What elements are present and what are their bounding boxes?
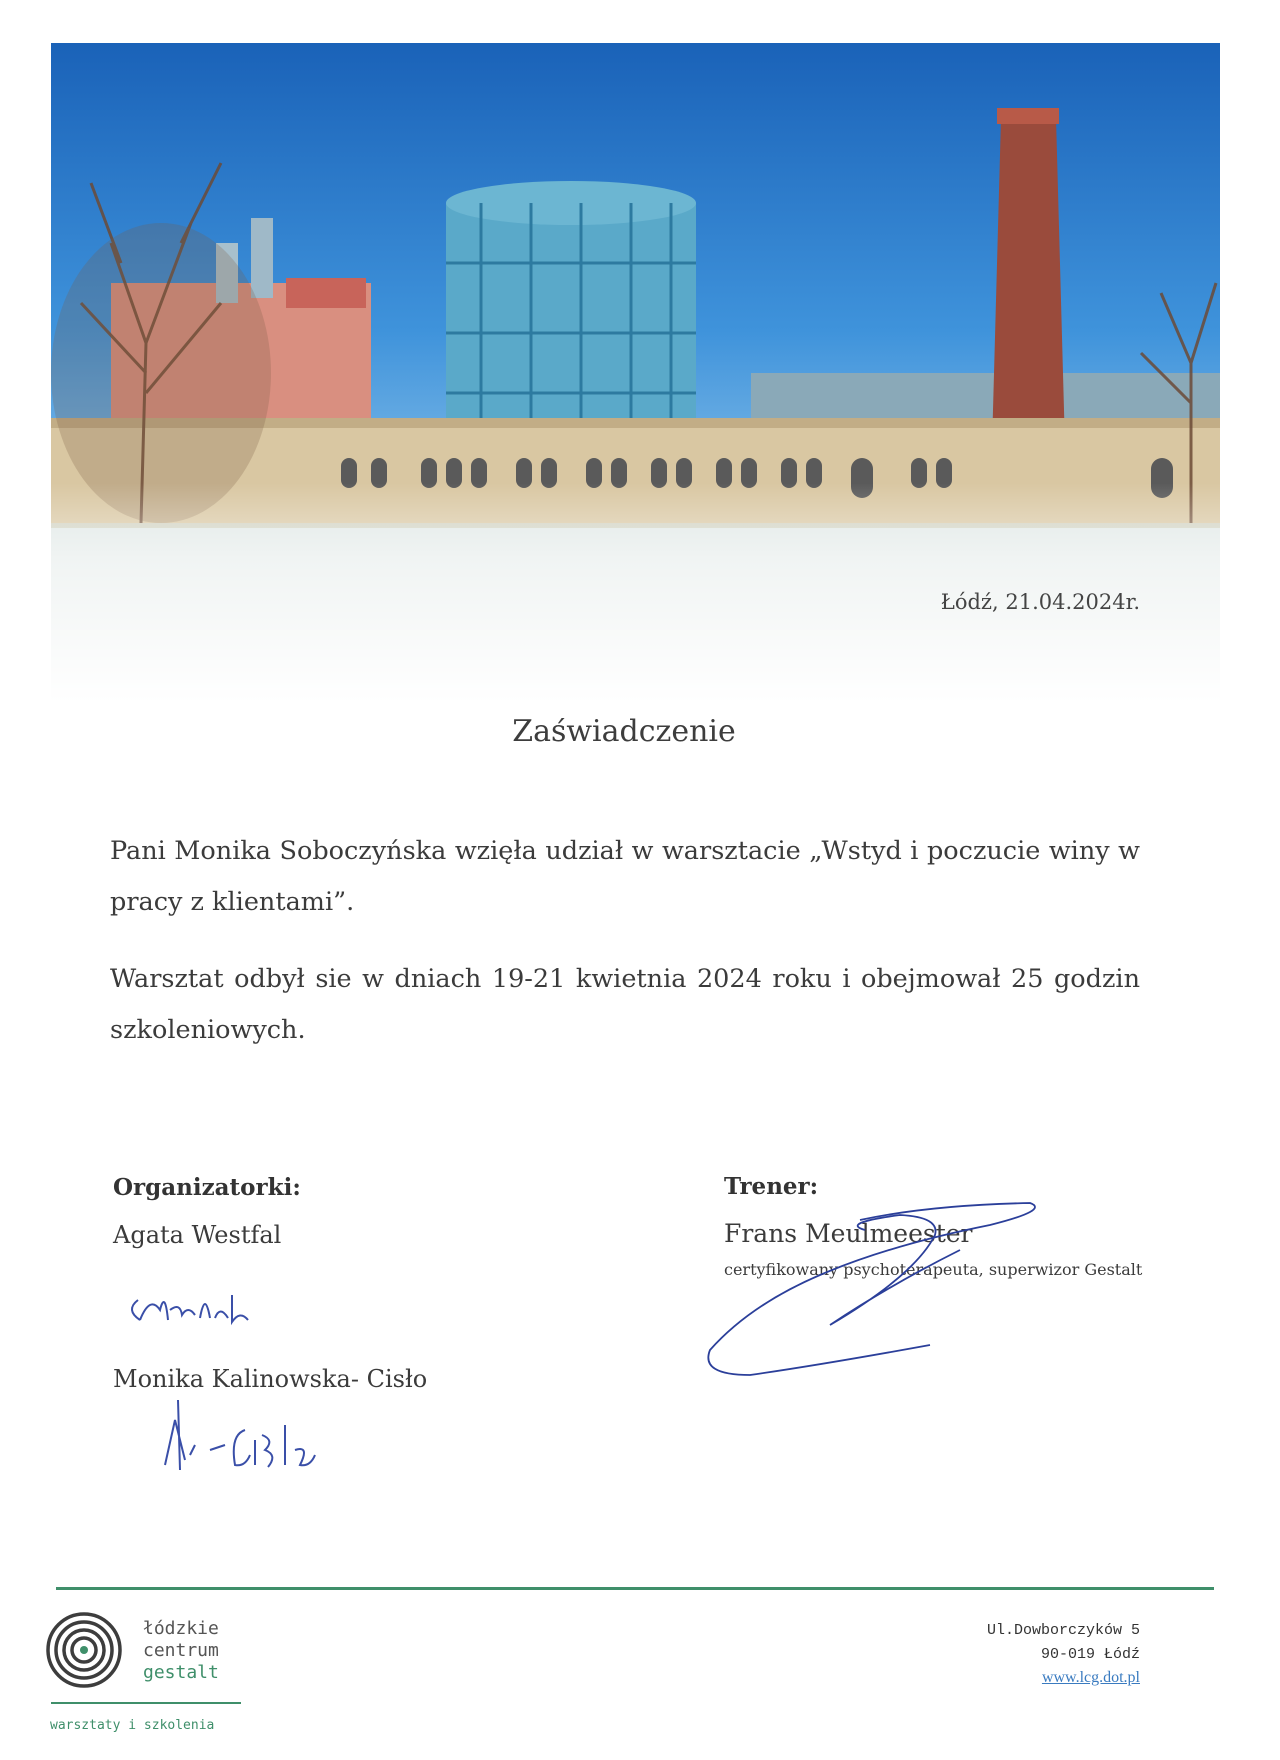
trainer-role: certyfikowany psychoterapeuta, superwizor Gestalt bbox=[724, 1260, 1143, 1279]
logo-line-2: centrum bbox=[143, 1640, 219, 1661]
organizer-name-1: Agata Westfal bbox=[113, 1221, 282, 1249]
participation-statement: Pani Monika Soboczyńska wzięła udział w warsztacie „Wstyd i poczucie winy w pracy z klientami”. bbox=[110, 836, 1140, 917]
logo-divider bbox=[51, 1702, 241, 1704]
trainer-name: Frans Meulmeester bbox=[724, 1219, 973, 1248]
issue-date: Łódź, 21.04.2024r. bbox=[940, 590, 1140, 614]
logo-line-1: łódzkie bbox=[143, 1618, 219, 1639]
workshop-details: Warsztat odbył sie w dniach 19-21 kwietnia 2024 roku i obejmował 25 godzin szkoleniowych. bbox=[110, 964, 1140, 1045]
logo-line-3: gestalt bbox=[143, 1662, 219, 1683]
footer-divider bbox=[56, 1587, 1214, 1590]
organizer-signature-2 bbox=[150, 1395, 330, 1485]
organizer-name-2: Monika Kalinowska- Cisło bbox=[113, 1365, 428, 1393]
organizers-heading: Organizatorki: bbox=[113, 1174, 301, 1201]
organizer-signature-1 bbox=[120, 1280, 270, 1340]
logo-text bbox=[143, 1618, 219, 1684]
logo-tagline: warsztaty i szkolenia bbox=[50, 1718, 215, 1733]
gestalt-spiral-logo-icon bbox=[44, 1610, 124, 1690]
address-street: Ul.Dowborczyków 5 bbox=[986, 1622, 1140, 1639]
trainer-heading: Trener: bbox=[724, 1173, 819, 1200]
website-link[interactable]: www.lcg.dot.pl bbox=[1041, 1669, 1140, 1686]
document-title: Zaświadczenie bbox=[512, 714, 736, 749]
trainer-signature bbox=[690, 1175, 1090, 1385]
address-city: 90-019 Łódź bbox=[1040, 1646, 1140, 1663]
